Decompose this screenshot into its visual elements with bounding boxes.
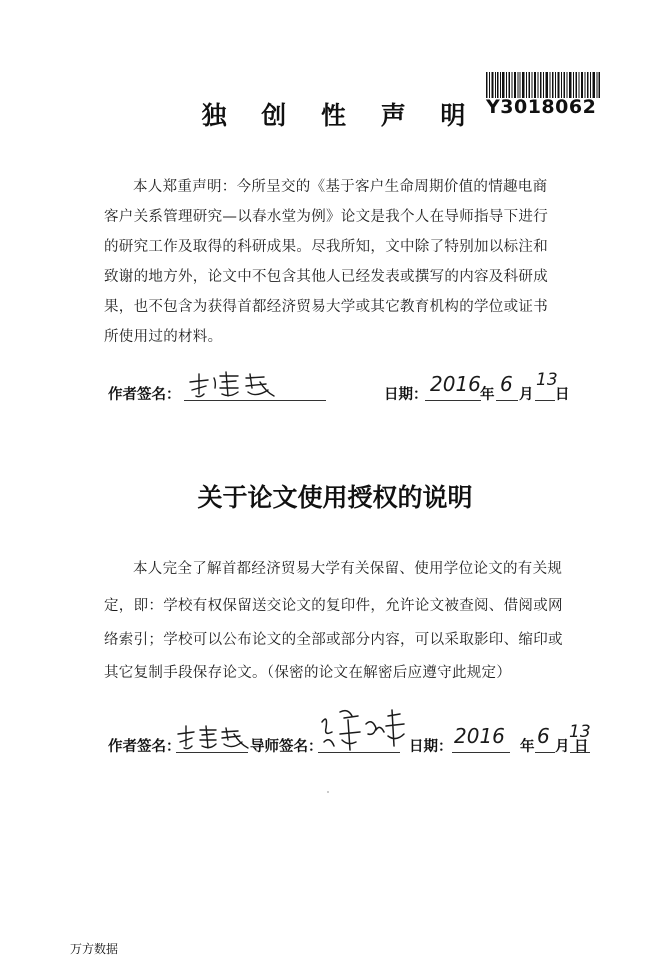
handwritten-day-2: 13 xyxy=(569,722,591,742)
author-signature-label-2: 作者签名： xyxy=(108,739,181,755)
handwritten-day: 13 xyxy=(536,370,558,390)
handwritten-month-2: 6 xyxy=(537,724,550,748)
handwritten-year: 2016 xyxy=(430,372,481,396)
authorization-line: 定，即：学校有权保留送交论文的复印件，允许论文被查阅、借阅或网 xyxy=(104,598,563,614)
scan-speck xyxy=(327,791,329,793)
year-char: 年 xyxy=(480,387,495,403)
handwritten-month: 6 xyxy=(500,372,513,396)
authorization-line: 其它复制手段保存论文。（保密的论文在解密后应遵守此规定） xyxy=(104,665,512,681)
barcode-bars xyxy=(486,72,600,98)
authorization-line: 络索引；学校可以公布论文的全部或部分内容，可以采取影印、缩印或 xyxy=(104,632,563,648)
authorization-title: 关于论文使用授权的说明 xyxy=(197,483,473,512)
authorization-line: 本人完全了解首都经济贸易大学有关保留、使用学位论文的有关规 xyxy=(133,561,563,577)
originality-line: 果，也不包含为获得首都经济贸易大学或其它教育机构的学位或证书 xyxy=(104,299,548,315)
year-line xyxy=(425,400,481,401)
author-signature-label: 作者签名： xyxy=(108,387,181,403)
month-line xyxy=(496,400,518,401)
footer-source: 万方数据 xyxy=(70,942,119,956)
barcode-number: Y3018062 xyxy=(486,96,597,118)
month-line-2 xyxy=(535,752,555,753)
originality-line: 致谢的地方外，论文中不包含其他人已经发表或撰写的内容及科研成 xyxy=(104,269,548,285)
originality-title: 独 创 性 声 明 xyxy=(201,101,479,130)
month-char: 月 xyxy=(519,387,534,403)
advisor-signature-label: 导师签名： xyxy=(250,739,323,755)
day-char: 日 xyxy=(555,387,570,403)
originality-line: 所使用过的材料。 xyxy=(104,329,223,345)
originality-line: 本人郑重声明：今所呈交的《基于客户生命周期价值的情趣电商 xyxy=(133,179,548,195)
originality-date-label: 日期： xyxy=(384,387,428,403)
handwritten-year-2: 2016 xyxy=(454,724,505,748)
advisor-signature xyxy=(318,706,406,754)
day-line xyxy=(535,400,555,401)
originality-line: 客户关系管理研究—以春水堂为例》论文是我个人在导师指导下进行 xyxy=(104,209,548,225)
barcode xyxy=(486,72,600,124)
author-signature xyxy=(186,368,286,402)
authorization-date-label: 日期： xyxy=(409,739,453,755)
originality-line: 的研究工作及取得的科研成果。尽我所知，文中除了特别加以标注和 xyxy=(104,239,548,255)
month-char-2: 月 xyxy=(555,739,570,755)
year-line-2 xyxy=(452,752,510,753)
year-char-2: 年 xyxy=(520,739,535,755)
author-signature-2 xyxy=(176,722,252,754)
day-char-2: 日 xyxy=(574,739,589,755)
